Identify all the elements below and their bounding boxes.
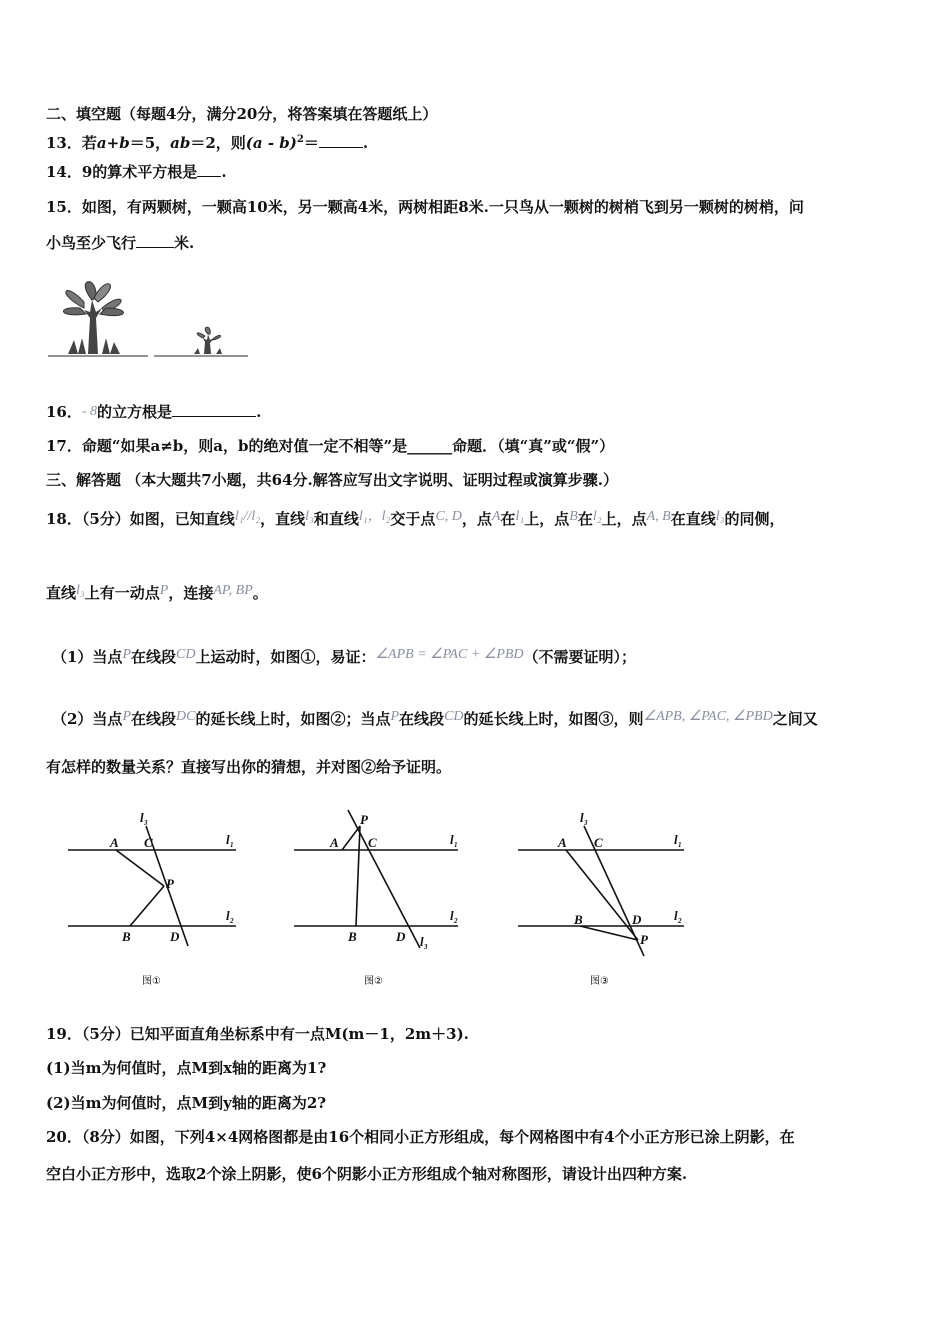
fig2-label-l2-sub: 2 [454, 917, 458, 925]
question-17: 17．命题“如果a≠b，则a，b的绝对值一定不相等”是______命题．（填“真”或“假”） [46, 437, 615, 455]
question-18-line2 [46, 581, 268, 603]
fig1-label-p: P [166, 876, 174, 891]
answer-blank [319, 133, 363, 148]
q18-math: A [491, 509, 501, 524]
answer-blank [197, 162, 221, 177]
section-3-heading: 三、解答题 （本大题共7小题，共64分.解答应写出文字说明、证明过程或演算步骤.） [46, 471, 618, 489]
fig1-label-c: C [144, 835, 153, 850]
q18-math: ∠APB = ∠PAC + ∠PBD [375, 647, 524, 662]
q18-text: 18．（5分）如图，已知直线 [46, 510, 235, 528]
q18-math: C, D [435, 509, 462, 524]
q14-end: . [221, 163, 227, 181]
q18-math: l₂ [592, 509, 602, 524]
fig3-label-b: B [574, 912, 583, 927]
fig3-caption: 图③ [590, 976, 609, 987]
q18-text: 直线 [46, 584, 77, 602]
fig1-label-l2-sub: 2 [230, 917, 234, 925]
q13-plus: + [106, 134, 120, 152]
fig3-label-c: C [594, 835, 603, 850]
q18-math: l₁//l₂ [234, 509, 261, 524]
question-16 [46, 402, 261, 422]
q18-math: ∠APB, ∠PAC, ∠PBD [643, 709, 773, 724]
q16-math: - 8 [81, 404, 98, 419]
fig1-label-l3-sub: 3 [144, 819, 148, 827]
question-18-line1 [46, 507, 785, 529]
q13-text: 13．若 [46, 134, 97, 152]
question-18-part1 [52, 645, 636, 667]
q18-text: ，直线 [260, 510, 306, 528]
q13-var-ab: ab [170, 134, 191, 152]
q18-text: 在 [500, 510, 516, 528]
q18-text: （1）当点 [52, 648, 123, 666]
q15-end: 米. [174, 234, 195, 252]
q18-text: 在线段 [131, 648, 177, 666]
fig2-label-l1-sub: 1 [454, 841, 458, 849]
fig1-label-l3: l [140, 810, 144, 825]
q18-text: 在 [577, 510, 593, 528]
fig2-caption: 图② [364, 976, 383, 987]
fig3-label-a: A [558, 835, 567, 850]
q18-text: 上，点 [524, 510, 570, 528]
fig2-label-p: P [360, 812, 368, 827]
q18-math: P [122, 647, 131, 662]
fig3-label-l3-sub: 3 [584, 819, 588, 827]
q18-math: CD [176, 647, 196, 662]
fig2-label-l2: l [450, 908, 454, 923]
q18-math: DC [176, 709, 196, 724]
fig2-line-l3 [348, 810, 420, 948]
section-2-heading: 二、填空题（每题4分，满分20分，将答案填在答题纸上） [46, 105, 438, 123]
q18-math: AP, BP [213, 583, 253, 598]
q18-math: CD [444, 709, 464, 724]
q18-text: 的延长线上时，如图②；当点 [195, 710, 391, 728]
q16-number: 16． [46, 403, 82, 421]
q18-text: 在线段 [131, 710, 177, 728]
fig3-label-l2-sub: 2 [678, 917, 682, 925]
q18-text: 和直线 [313, 510, 359, 528]
q18-math: A, B [646, 509, 671, 524]
q18-math: B [569, 509, 578, 524]
fig1-label-l1: l [226, 832, 230, 847]
q18-text: ，连接 [168, 584, 214, 602]
fig1-segment-bp [130, 886, 164, 926]
question-19-part1: (1)当m为何值时，点M到x轴的距离为1? [46, 1059, 327, 1077]
q18-text: 上有一动点 [84, 584, 160, 602]
answer-blank [172, 402, 256, 417]
fig2-label-l3-sub: 3 [424, 943, 428, 951]
fig3-label-l2: l [674, 908, 678, 923]
q18-text: 之间又 [772, 710, 818, 728]
fig1-label-l2: l [226, 908, 230, 923]
answer-blank [136, 233, 174, 248]
fig2-segment-bp [356, 826, 360, 926]
fig2-label-d: D [396, 929, 406, 944]
q16-text: 的立方根是 [97, 403, 173, 421]
question-19-part2: (2)当m为何值时，点M到y轴的距离为2? [46, 1094, 327, 1112]
question-15-line2 [46, 233, 194, 253]
fig1-label-d: D [170, 929, 180, 944]
fig3-label-l3: l [580, 810, 584, 825]
fig1-label-a: A [110, 835, 119, 850]
q13-var-a: a [96, 134, 107, 152]
q18-text: ，点 [461, 510, 492, 528]
q18-math: l₃ [715, 509, 725, 524]
q18-math: l₁ [515, 509, 525, 524]
question-20-line2: 空白小正方形中，选取2个涂上阴影，使6个阴影小正方形组成个轴对称图形，请设计出四种方案. [46, 1165, 688, 1183]
question-14 [46, 162, 227, 182]
fig1-label-l1-sub: 1 [230, 841, 234, 849]
q18-math: P [390, 709, 400, 724]
q13-eq2: ＝2，则 [190, 134, 246, 152]
geometry-figures [60, 806, 700, 992]
q13-equals: ＝ [303, 134, 319, 152]
question-13 [46, 130, 368, 153]
q18-text: （不需要证明）； [523, 648, 637, 666]
fig1-caption: 图① [142, 976, 161, 987]
trees-figure [44, 268, 254, 364]
fig2-label-a: A [330, 835, 339, 850]
question-19: 19．（5分）已知平面直角坐标系中有一点M(m－1，2m＋3). [46, 1025, 469, 1043]
q18-text: 。 [252, 584, 268, 602]
fig3-label-l1: l [674, 832, 678, 847]
q18-math: P [159, 583, 169, 598]
q13-end: . [362, 134, 369, 152]
q18-text: 交于点 [390, 510, 436, 528]
fig3-label-p: P [640, 932, 648, 947]
question-18-part2 [52, 707, 818, 729]
q13-expr: (a - b) [245, 134, 297, 152]
q18-text: 在直线 [670, 510, 716, 528]
q18-text: （2）当点 [52, 710, 123, 728]
q18-text: 的同侧， [724, 510, 785, 528]
q15-text: 小鸟至少飞行 [46, 234, 137, 252]
question-15-line1: 15．如图，有两颗树，一颗高10米，另一颗高4米，两树相距8米.一只鸟从一颗树的树梢飞到另一颗树的树梢，问 [46, 198, 804, 216]
fig2-segment-ap [342, 826, 360, 850]
q18-math: l₃ [305, 509, 314, 524]
short-tree-icon [194, 327, 222, 354]
q16-end: . [256, 403, 262, 421]
q18-text: 在线段 [399, 710, 445, 728]
q13-var-b: b [119, 134, 130, 152]
fig1-label-b: B [122, 929, 131, 944]
q18-math: P [122, 709, 131, 724]
q18-text: 上运动时，如图①，易证： [195, 648, 376, 666]
fig2-label-b: B [348, 929, 357, 944]
q18-text: 上，点 [601, 510, 647, 528]
fig2-label-c: C [368, 835, 377, 850]
q18-text: 的延长线上时，如图③，则 [463, 710, 644, 728]
q14-text: 14．9的算术平方根是 [46, 163, 198, 181]
fig2-label-l3: l [420, 934, 424, 949]
question-20-line1: 20．（8分）如图，下列4×4网格图都是由16个相同小正方形组成，每个网格图中有4个小正方形已涂上阴影，在 [46, 1128, 795, 1146]
q18-math: l₃ [76, 583, 85, 598]
question-18-line5: 有怎样的数量关系？直接写出你的猜想，并对图②给予证明。 [46, 758, 452, 776]
q13-exp: 2 [296, 134, 304, 145]
fig2-label-l1: l [450, 832, 454, 847]
fig3-label-l1-sub: 1 [678, 841, 682, 849]
q18-math: l₁，l₂ [358, 509, 391, 524]
fig3-label-d: D [632, 912, 642, 927]
q13-eq5: ＝5， [129, 134, 171, 152]
tall-tree-icon [63, 282, 123, 354]
